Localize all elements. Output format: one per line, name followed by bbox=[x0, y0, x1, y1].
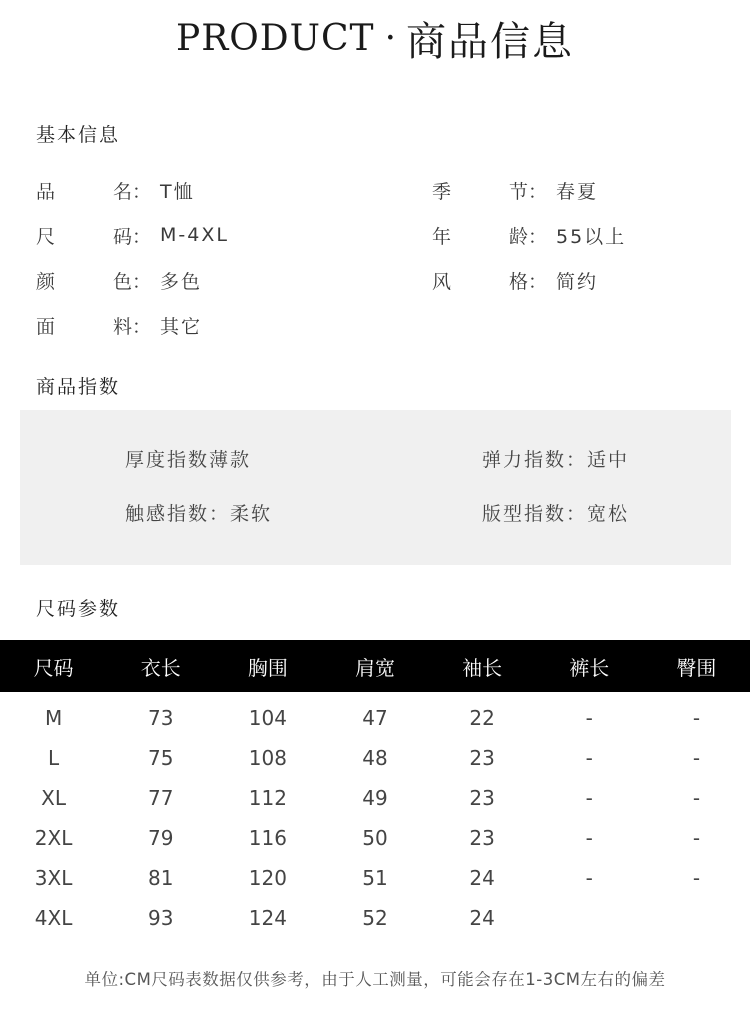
info-value-color: 多色 bbox=[160, 270, 203, 293]
table-cell: 124 bbox=[248, 906, 287, 930]
table-cell: M bbox=[44, 706, 63, 730]
info-label bbox=[432, 222, 528, 249]
info-label bbox=[36, 267, 132, 294]
index-touch: 触感指数：柔软 bbox=[125, 503, 273, 525]
table-cell: XL bbox=[41, 786, 66, 810]
table-cell: - bbox=[585, 866, 593, 890]
index-fit: 版型指数：宽松 bbox=[482, 503, 630, 525]
table-cell: - bbox=[692, 826, 701, 850]
label-char: 尺 bbox=[36, 225, 56, 248]
table-cell: 93 bbox=[147, 906, 174, 930]
info-colon: ： bbox=[132, 225, 152, 248]
table-cell: 48 bbox=[362, 746, 388, 770]
table-cell: 81 bbox=[147, 866, 174, 890]
info-colon: ： bbox=[132, 270, 152, 293]
table-cell: 116 bbox=[248, 826, 287, 850]
info-row-size bbox=[36, 220, 229, 250]
column-header-pants-length: 裤长 bbox=[536, 640, 643, 692]
table-cell: 104 bbox=[248, 706, 287, 730]
info-colon: ： bbox=[132, 180, 152, 203]
table-cell: 23 bbox=[469, 826, 495, 850]
info-value-age: 55以上 bbox=[556, 225, 627, 248]
info-row-product-name bbox=[36, 175, 195, 205]
column-header-hip: 臀围 bbox=[643, 640, 750, 692]
table-cell: 4XL bbox=[34, 906, 73, 930]
size-table bbox=[0, 640, 750, 938]
info-colon: ： bbox=[528, 225, 548, 248]
table-cell: 75 bbox=[147, 746, 174, 770]
table-cell: - bbox=[692, 706, 701, 730]
table-row bbox=[0, 738, 750, 778]
info-row-color bbox=[36, 265, 202, 295]
table-cell: - bbox=[585, 706, 593, 730]
basic-info-heading: 基本信息 bbox=[36, 124, 121, 146]
table-cell: 50 bbox=[362, 826, 388, 850]
info-value-season: 春夏 bbox=[556, 180, 599, 203]
index-elasticity: 弹力指数：适中 bbox=[482, 449, 630, 471]
table-cell: 24 bbox=[469, 906, 495, 930]
label-char: 名 bbox=[112, 180, 132, 203]
table-cell: 73 bbox=[147, 706, 174, 730]
label-char: 料 bbox=[112, 315, 132, 338]
table-cell: 49 bbox=[362, 786, 388, 810]
table-cell: 77 bbox=[147, 786, 174, 810]
page-title bbox=[0, 10, 750, 66]
table-cell: 3XL bbox=[34, 866, 73, 890]
label-char: 色 bbox=[112, 270, 132, 293]
label-char: 年 bbox=[432, 225, 452, 248]
index-thickness: 厚度指数薄款 bbox=[125, 449, 252, 471]
size-table-header-row bbox=[0, 640, 750, 692]
column-header-shoulder: 肩宽 bbox=[321, 640, 428, 692]
table-cell: - bbox=[692, 786, 701, 810]
table-cell: 120 bbox=[248, 866, 287, 890]
title-separator-dot: · bbox=[384, 17, 397, 59]
table-cell: 52 bbox=[362, 906, 388, 930]
label-char: 码 bbox=[112, 225, 132, 248]
table-cell: 23 bbox=[469, 786, 495, 810]
label-char: 龄 bbox=[508, 225, 528, 248]
info-value-size: M-4XL bbox=[160, 224, 229, 246]
table-cell: 108 bbox=[248, 746, 287, 770]
table-row bbox=[0, 898, 750, 938]
label-char: 风 bbox=[432, 270, 452, 293]
product-index-heading: 商品指数 bbox=[36, 376, 121, 398]
page-title-chinese: 商品信息 bbox=[406, 18, 575, 65]
table-cell bbox=[536, 898, 643, 938]
table-cell: L bbox=[47, 746, 60, 770]
table-cell: - bbox=[585, 746, 593, 770]
table-cell: - bbox=[585, 826, 593, 850]
table-cell: 2XL bbox=[34, 826, 73, 850]
column-header-chest: 胸围 bbox=[214, 640, 321, 692]
table-row bbox=[0, 858, 750, 898]
info-row-age bbox=[432, 220, 626, 250]
column-header-sleeve: 袖长 bbox=[429, 640, 536, 692]
table-cell: - bbox=[692, 746, 701, 770]
info-value-product-name: T恤 bbox=[160, 180, 195, 203]
info-row-fabric bbox=[36, 310, 202, 340]
label-char: 面 bbox=[36, 315, 56, 338]
table-cell: 22 bbox=[469, 706, 495, 730]
table-cell: 112 bbox=[248, 786, 287, 810]
info-value-fabric: 其它 bbox=[160, 315, 203, 338]
column-header-length: 衣长 bbox=[107, 640, 214, 692]
label-char: 季 bbox=[432, 180, 452, 203]
table-cell: 79 bbox=[147, 826, 174, 850]
info-colon: ： bbox=[528, 180, 548, 203]
info-row-season bbox=[432, 175, 598, 205]
label-char: 品 bbox=[36, 180, 56, 203]
label-char: 颜 bbox=[36, 270, 56, 293]
info-label bbox=[36, 312, 132, 339]
table-cell: 51 bbox=[362, 866, 388, 890]
page-title-english: PRODUCT bbox=[175, 17, 375, 59]
info-row-style bbox=[432, 265, 598, 295]
column-header-size: 尺码 bbox=[0, 640, 107, 692]
size-footnote: 单位:CM尺码表数据仅供参考，由于人工测量，可能会存在1-3CM左右的偏差 bbox=[84, 970, 666, 989]
table-row bbox=[0, 692, 750, 738]
table-cell: 24 bbox=[469, 866, 495, 890]
info-label bbox=[36, 177, 132, 204]
table-cell bbox=[643, 898, 750, 938]
size-params-heading: 尺码参数 bbox=[36, 598, 121, 620]
label-char: 格 bbox=[508, 270, 528, 293]
table-cell: 47 bbox=[362, 706, 388, 730]
table-row bbox=[0, 778, 750, 818]
table-cell: - bbox=[585, 786, 593, 810]
info-label bbox=[36, 222, 132, 249]
table-cell: - bbox=[692, 866, 701, 890]
info-label bbox=[432, 177, 528, 204]
info-colon: ： bbox=[132, 315, 152, 338]
table-row bbox=[0, 818, 750, 858]
product-index-panel bbox=[20, 410, 731, 565]
info-label bbox=[432, 267, 528, 294]
info-colon: ： bbox=[528, 270, 548, 293]
info-value-style: 简约 bbox=[556, 270, 599, 293]
label-char: 节 bbox=[508, 180, 528, 203]
table-cell: 23 bbox=[469, 746, 495, 770]
